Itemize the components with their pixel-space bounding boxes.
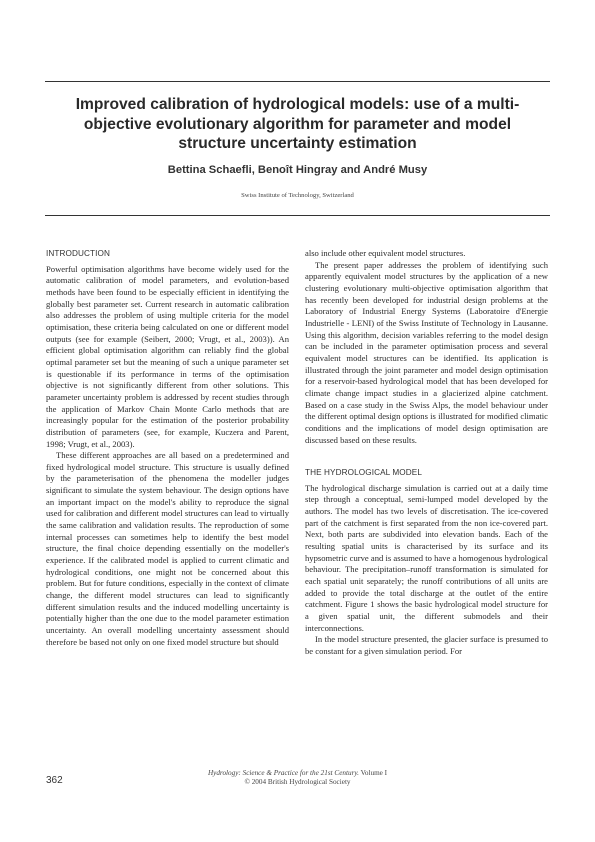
- page-footer: [45, 769, 550, 787]
- page-number: 362: [46, 775, 63, 786]
- footer-journal-line: [45, 769, 550, 778]
- introduction-continuation: also include other equivalent model structures.: [305, 248, 466, 258]
- author-affiliation: Swiss Institute of Technology, Switzerland: [241, 192, 354, 199]
- footer-volume: Volume I: [358, 769, 388, 777]
- introduction-paragraph-1: Powerful optimisation algorithms have become widely used for the automatic calibration of model parameters, and evolution-based methods have been found to be especially efficient in identifying the globally best parameter set. Current research in automatic calibration also addresses the problem of using multiple criteria for the model optimisation, these criteria being calculated on one or different model outputs (see for example (Seibert, 2000; Vrugt, et al., 2003)). An efficient global optimisation algorithm can reliably find the global optimal parameter set but the meaning of such a unique parameter set is questionable if its performance in terms of the optimisation objective is not significantly different from other solutions. This parameter uncertainty problem is addressed by recent studies through the application of Markov Chain Monte Carlo methods that are increasingly popular for the estimation of the posterior probability distribution of parameters (see, for example, Kuczera and Parent, 1998; Vrugt, et al., 2003).: [46, 263, 289, 449]
- paper-authors: Bettina Schaefli, Benoît Hingray and André Musy: [167, 164, 428, 176]
- model-paragraph-2: In the model structure presented, the glacier surface is presumed to be constant for a given simulation period. For: [305, 634, 548, 656]
- top-rule: [45, 81, 550, 82]
- model-paragraph-1: The hydrological discharge simulation is carried out at a daily time step through a conceptual, semi-lumped model developed by the authors. The model has two levels of discretisation. The ice-covered part of the catchment is first separated from the non ice-covered part. Next, both parts are subdivided into elevation bands. Each of the resulting spatial units is characterised by its surface and its hypsometric curve and is assumed to have a homogenous hydrological behaviour. The precipitation–runoff transformation is simulated for each spatial unit separately; the runoff contributions of all units are added to provide the total discharge at the outlet of the entire catchment. Figure 1 shows the basic hydrological model structure for a given spatial unit, the different submodels and their interconnections.: [305, 482, 548, 633]
- paper-title: Improved calibration of hydrological models: use of a multi-objective evolutionary algorithm for parameter and model structure uncertainty estimation: [75, 96, 520, 152]
- header-bottom-rule: [45, 215, 550, 216]
- introduction-paragraph-2: These different approaches are all based on a predetermined and fixed hydrological model structure. This structure is usually defined by the parameterisation of the phenomena the modeller judges significant to simulate the system behaviour. The design options have an important impact on the model's ability to reproduce the signal used for calibration and different model structures can lead to virtually the same calibration and validation results. The reproduction of some internal processes can sometimes help to identify the best model structure, the final choice depending essentially on the modeller's experience. If the calibrated model is applied to current climatic and hydrological conditions, one might not be concerned about this problem. But for future conditions, especially in the context of climate change, the different model structures can lead to significantly different simulation results and the induced modelling uncertainty is potentially higher than the one due to the model parameter estimation uncertainty. An overall modelling uncertainty assessment should therefore be based not only on one fixed model structure but should: [46, 450, 289, 647]
- footer-journal: Hydrology: Science & Practice for the 21st Century.: [207, 769, 359, 777]
- section-heading-hydrological-model: THE HYDROLOGICAL MODEL: [305, 468, 422, 478]
- footer-copyright: © 2004 British Hydrological Society: [244, 778, 351, 786]
- left-column: [46, 248, 289, 648]
- introduction-paragraph-3: The present paper addresses the problem of identifying such apparently equivalent model structures by the application of a new clustering evolutionary multi-objective optimisation algorithm that has recently been developed for industrial design problems at the Laboratory of Industrial Energy Systems (Laboratoire d'Energie Industrielle - LENI) of the Swiss Institute of Technology in Lausanne. Using this algorithm, decision variables referring to the model design can be included in the parameter optimisation process and several equivalent model structures can be identified. Its application is illustrated through the joint parameter and model design optimisation for a reservoir-based hydrological model that has been developed for climate change impact studies in a glacierized alpine catchment. Based on a case study in the Swiss Alps, the model behaviour under the different optimal design options is illustrated for modified climatic conditions and the implications of model design optimisation are discussed based on these results.: [305, 259, 548, 445]
- section-heading-introduction: INTRODUCTION: [46, 249, 110, 258]
- right-column: [305, 248, 548, 658]
